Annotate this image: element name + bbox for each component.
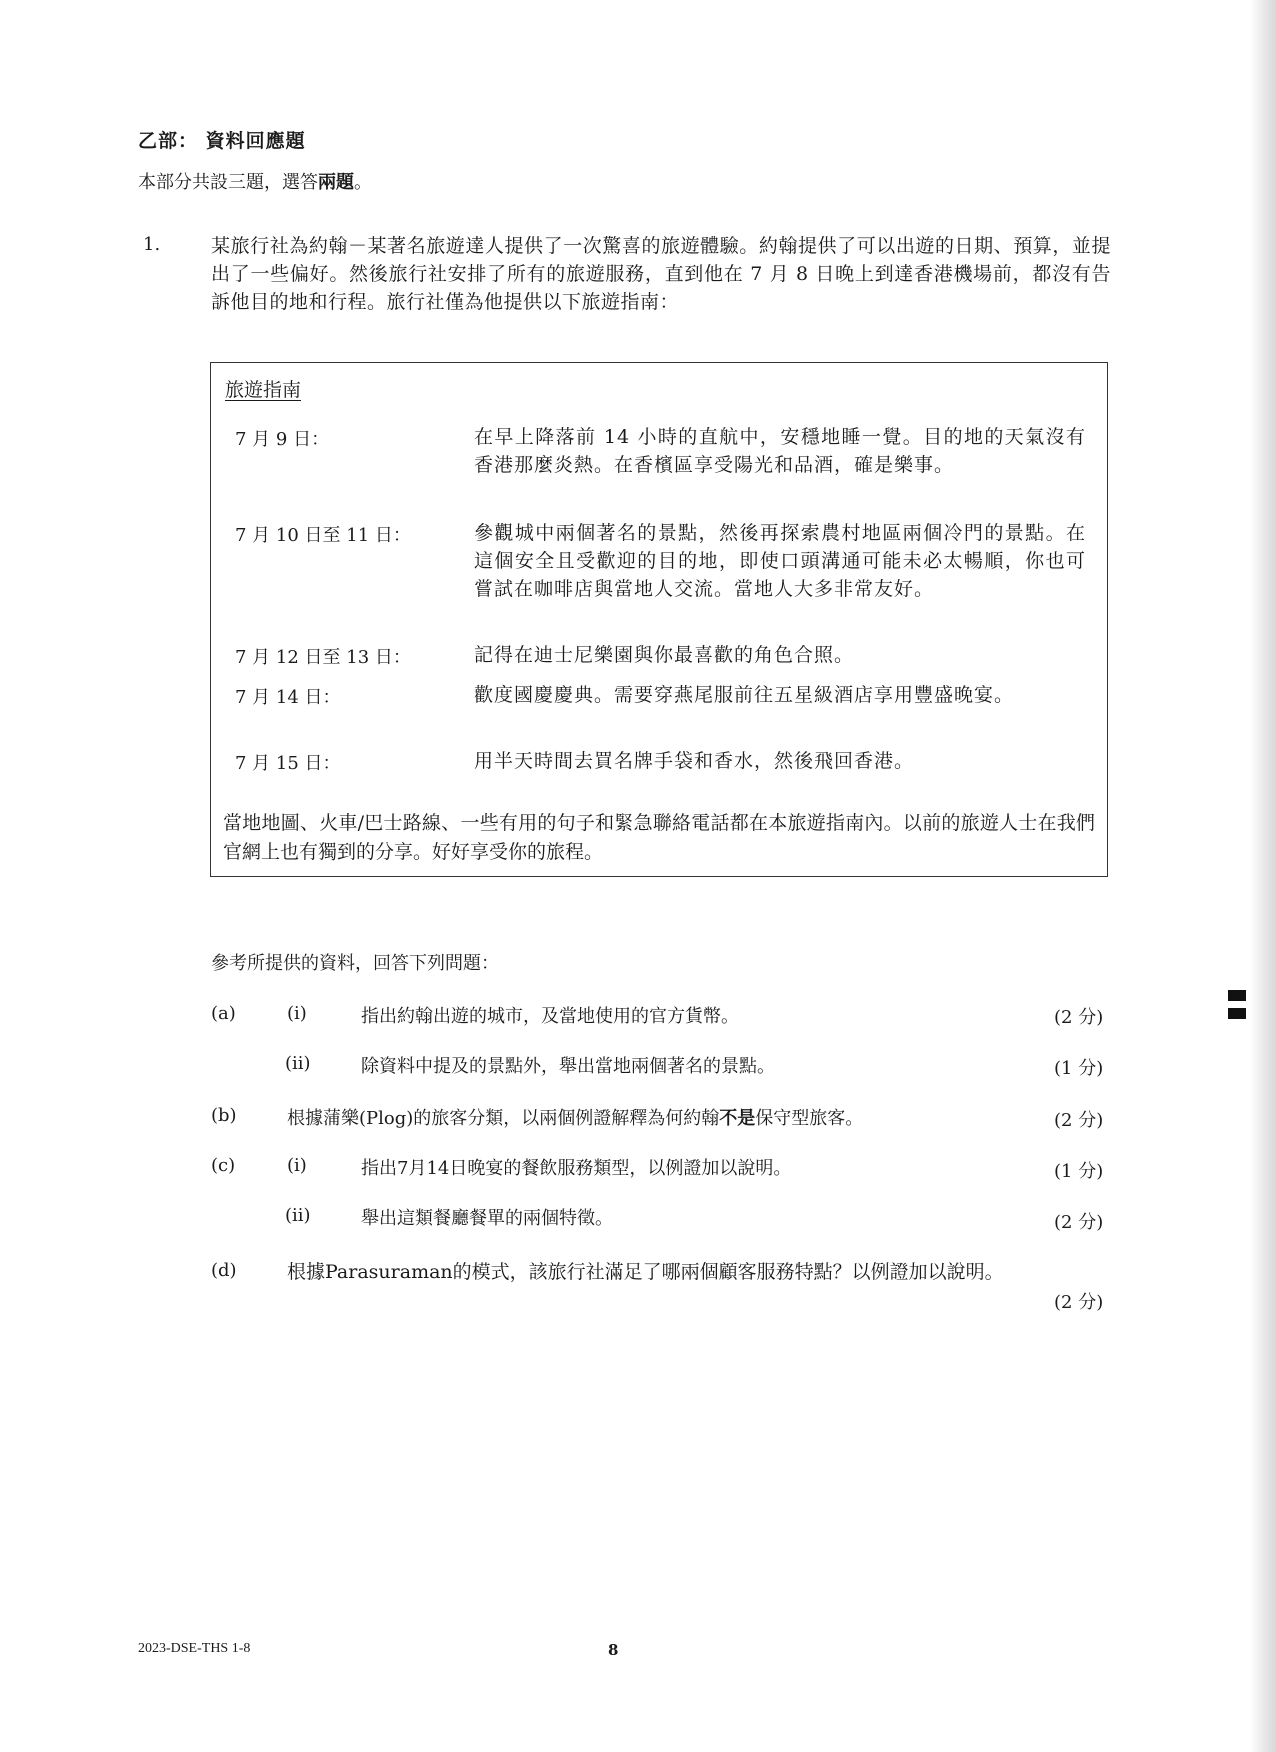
registration-marks (1228, 990, 1246, 1026)
guide-title: 旅遊指南 (225, 379, 302, 401)
section-title: 乙部： 資料回應題 (138, 130, 306, 152)
answer-prompt: 參考所提供的資料，回答下列問題： (211, 953, 499, 974)
guide-date: 7 月 10 日至 11 日： (235, 525, 411, 546)
part-a-i-question: 指出約翰出遊的城市，及當地使用的官方貨幣。 (361, 1006, 739, 1027)
part-a-label: (a) (211, 1003, 236, 1024)
guide-date: 7 月 15 日： (235, 753, 341, 774)
part-b-label: (b) (211, 1105, 237, 1126)
scan-edge-shadow (1250, 0, 1276, 1752)
travel-guide-box (210, 362, 1108, 877)
paper-code: 2023-DSE-THS 1-8 (138, 1641, 251, 1656)
page-number: 8 (608, 1641, 619, 1659)
part-c-ii-label: (ii) (285, 1205, 311, 1226)
part-d-marks: (2 分) (1054, 1292, 1104, 1313)
part-a-i-label: (i) (287, 1003, 307, 1024)
part-b-marks: (2 分) (1054, 1110, 1104, 1131)
section-intro: 本部分共設三題，選答兩題。 (138, 172, 372, 193)
question-number: 1. (143, 234, 161, 255)
part-d-question: 根據Parasuraman的模式，該旅行社滿足了哪兩個顧客服務特點？以例證加以說明。 (287, 1261, 1004, 1283)
part-c-i-marks: (1 分) (1054, 1161, 1104, 1182)
guide-description: 歡度國慶慶典。需要穿燕尾服前往五星級酒店享用豐盛晚宴。 (474, 684, 1015, 706)
part-a-ii-label: (ii) (285, 1053, 311, 1074)
guide-description: 在早上降落前 14 小時的直航中，安穩地睡一覺。目的地的天氣沒有香港那麼炎熱。在香檳區享受陽光和品酒，確是樂事。 (474, 426, 1086, 476)
guide-description: 記得在迪士尼樂園與你最喜歡的角色合照。 (474, 644, 855, 666)
guide-date: 7 月 12 日至 13 日： (235, 647, 411, 668)
part-c-label: (c) (211, 1155, 236, 1176)
guide-description: 參觀城中兩個著名的景點，然後再探索農村地區兩個冷門的景點。在這個安全且受歡迎的目的地，即使口頭溝通可能未必太暢順，你也可嘗試在咖啡店與當地人交流。當地人大多非常友好。 (474, 522, 1086, 600)
part-d-label: (d) (211, 1260, 237, 1281)
guide-footer-note: 當地地圖、火車/巴士路線、一些有用的句子和緊急聯絡電話都在本旅遊指南內。以前的旅遊人士在我們官網上也有獨到的分享。好好享受你的旅程。 (223, 812, 1095, 863)
part-c-i-question: 指出7月14日晚宴的餐飲服務類型，以例證加以說明。 (361, 1158, 792, 1179)
question-stem: 某旅行社為約翰－某著名旅遊達人提供了一次驚喜的旅遊體驗。約翰提供了可以出遊的日期、預算，並提出了一些偏好。然後旅行社安排了所有的旅遊服務，直到他在 7 月 8 日晚上到達香港機場前，都沒有告訴他目的地和行程。旅行社僅為他提供以下旅遊指南： (211, 235, 1111, 313)
part-b-question: 根據蒲樂(Plog)的旅客分類，以兩個例證解釋為何約翰不是保守型旅客。 (287, 1108, 864, 1129)
part-a-ii-marks: (1 分) (1054, 1058, 1104, 1079)
part-c-i-label: (i) (287, 1155, 307, 1176)
guide-date: 7 月 9 日： (235, 429, 330, 450)
part-c-ii-question: 舉出這類餐廳餐單的兩個特徵。 (361, 1208, 613, 1229)
part-a-i-marks: (2 分) (1054, 1007, 1104, 1028)
part-c-ii-marks: (2 分) (1054, 1212, 1104, 1233)
part-a-ii-question: 除資料中提及的景點外，舉出當地兩個著名的景點。 (361, 1056, 775, 1077)
guide-description: 用半天時間去買名牌手袋和香水，然後飛回香港。 (474, 750, 915, 772)
guide-date: 7 月 14 日： (235, 687, 341, 708)
